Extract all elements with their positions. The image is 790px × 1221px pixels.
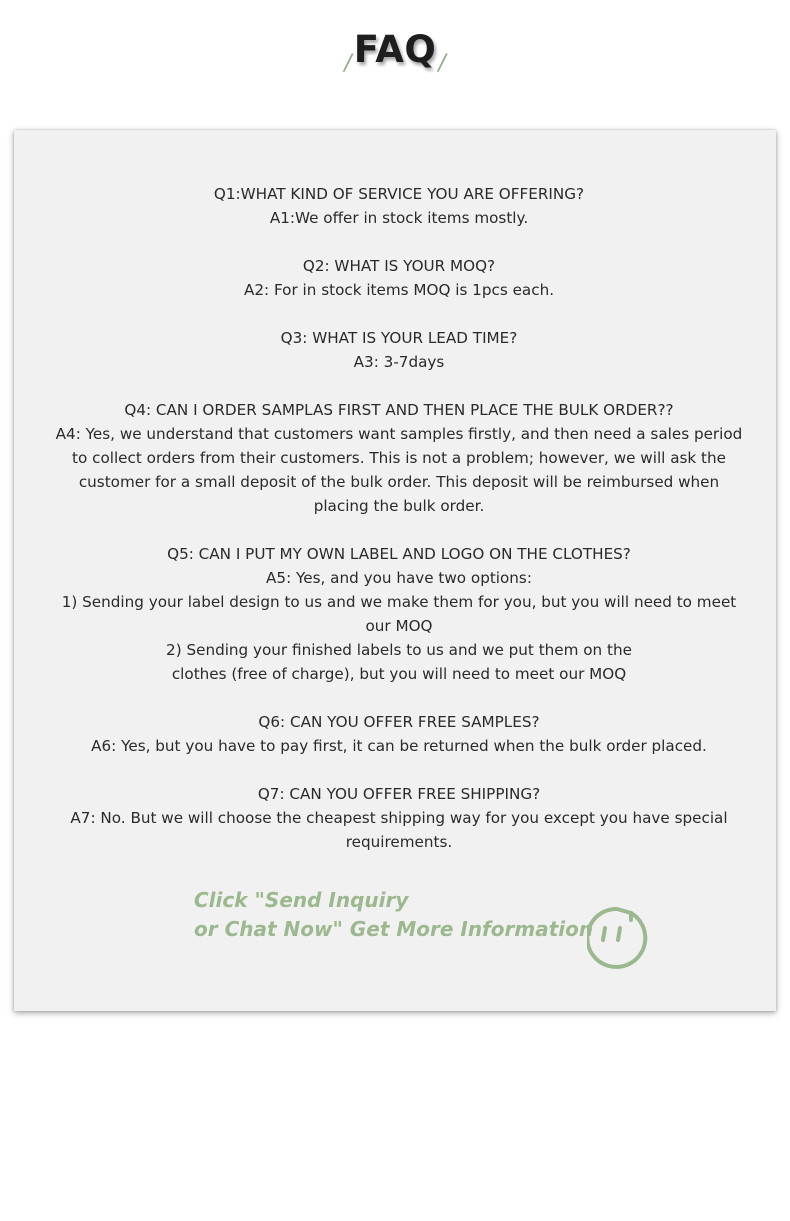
faq-answer: A6: Yes, but you have to pay first, it can be returned when the bulk order placed. xyxy=(91,737,707,755)
page-title: FAQ xyxy=(353,28,437,71)
faq-answer-option: clothes (free of charge), but you will need to meet our MOQ xyxy=(171,665,627,683)
faq-answer: A3: 3-7days xyxy=(353,353,445,371)
cta-line-2: or Chat Now" Get More Information xyxy=(194,917,594,941)
faq-header xyxy=(0,28,790,84)
faq-question: Q7: CAN YOU OFFER FREE SHIPPING? xyxy=(257,785,541,803)
title-slash-right: / xyxy=(438,51,446,76)
faq-question: Q1:WHAT KIND OF SERVICE YOU ARE OFFERING? xyxy=(213,185,585,203)
faq-panel xyxy=(14,130,776,1011)
title-slash-left: / xyxy=(344,51,352,76)
faq-item-7 xyxy=(54,782,744,854)
cta-line-1: Click "Send Inquiry xyxy=(194,888,409,912)
faq-question: Q4: CAN I ORDER SAMPLAS FIRST AND THEN PLACE THE BULK ORDER?? xyxy=(124,401,674,419)
faq-question: Q3: WHAT IS YOUR LEAD TIME? xyxy=(280,329,518,347)
faq-answer: A1:We offer in stock items mostly. xyxy=(269,209,529,227)
faq-item-4 xyxy=(54,398,744,518)
faq-question: Q2: WHAT IS YOUR MOQ? xyxy=(302,257,496,275)
faq-answer-option: 1) Sending your label design to us and we make them for you, but you will need to meet our MOQ xyxy=(61,593,737,635)
faq-answer: A4: Yes, we understand that customers want samples firstly, and then need a sales period to collect orders from their customers. This is not a problem; however, we will ask the customer for a small deposit of the bulk order. This deposit will be reimbursed when placing the bulk order. xyxy=(55,425,743,515)
faq-answer: A2: For in stock items MOQ is 1pcs each. xyxy=(243,281,555,299)
inquiry-call-to-action xyxy=(194,886,593,944)
faq-item-5 xyxy=(54,542,744,686)
faq-list xyxy=(54,182,744,878)
faq-answer-option: 2) Sending your finished labels to us and we put them on the xyxy=(166,641,632,659)
faq-question: Q6: CAN YOU OFFER FREE SAMPLES? xyxy=(258,713,540,731)
chat-smile-icon[interactable] xyxy=(587,906,651,970)
faq-answer: A5: Yes, and you have two options: xyxy=(266,569,532,587)
faq-item-2 xyxy=(54,254,744,302)
faq-answer: A7: No. But we will choose the cheapest shipping way for you except you have special requirements. xyxy=(70,809,728,851)
faq-item-1 xyxy=(54,182,744,230)
faq-item-6 xyxy=(54,710,744,758)
faq-item-3 xyxy=(54,326,744,374)
faq-question: Q5: CAN I PUT MY OWN LABEL AND LOGO ON THE CLOTHES? xyxy=(167,545,631,563)
